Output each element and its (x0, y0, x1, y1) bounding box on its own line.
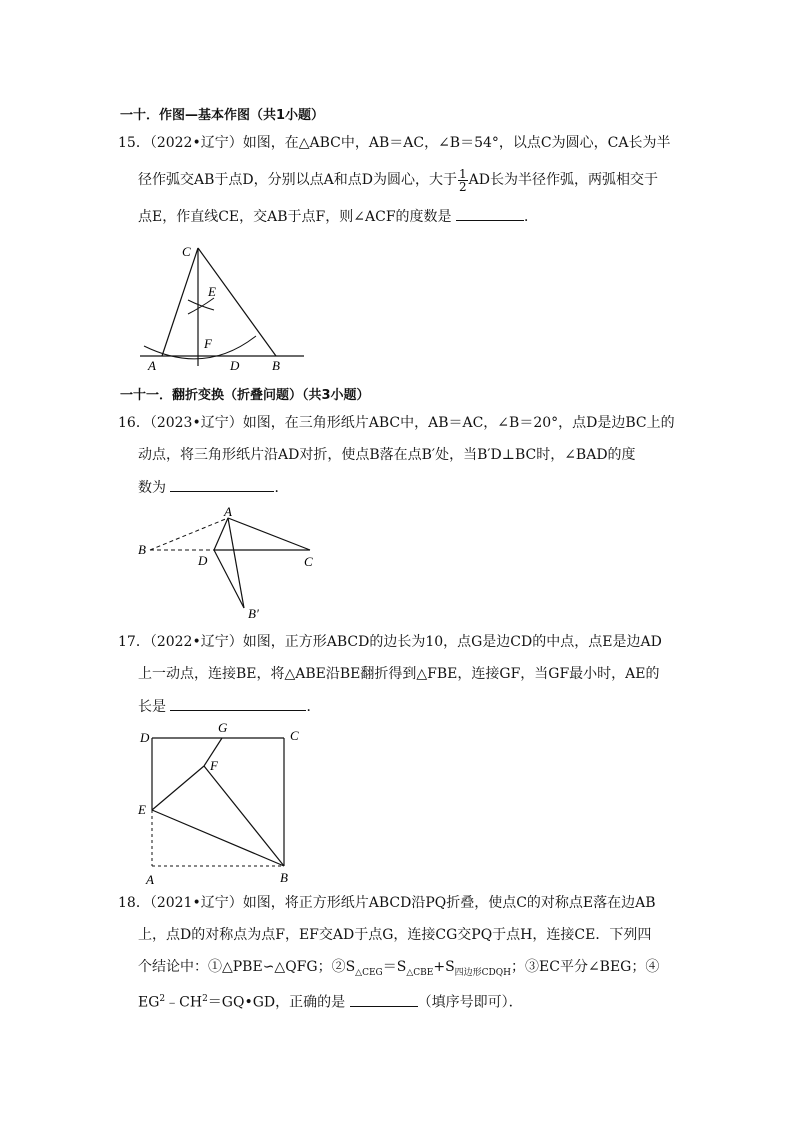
q16-text-1: 如图，在三角形纸片ABC中，AB＝AC，∠B＝20°，点D是边BC上的 (242, 415, 675, 431)
q18-source: （2021•辽宁） (149, 895, 243, 911)
q17-label-E: E (138, 802, 146, 817)
q18-text-2: 上，点D的对称点为点F，EF交AD于点G，连接CG交PQ于点H，连接CE．下列四 (138, 927, 652, 943)
q15-label-B: B (272, 358, 280, 373)
q17-line2 (138, 664, 660, 684)
q16-number: 16． (118, 415, 150, 431)
q18-sup-2: 2 (202, 994, 208, 1004)
q15-line1 (118, 133, 670, 153)
q18-text-4d: （填序号即可）． (417, 994, 523, 1011)
q15-end: ． (523, 209, 538, 225)
q15-label-F: F (204, 336, 212, 351)
q15-line2 (138, 165, 658, 195)
q15-answer-blank[interactable] (456, 206, 524, 221)
q16-label-D: D (198, 553, 208, 568)
q17-number: 17． (118, 634, 150, 650)
q17-label-G: G (218, 720, 228, 735)
q15-text-1: 如图，在△ABC中，AB＝AC，∠B＝54°，以点C为圆心，CA长为半 (242, 135, 671, 151)
q16-line1 (118, 413, 675, 433)
q17-label-B: B (280, 870, 288, 885)
q15-text-2b: AD长为半径作弧，两弧相交于 (468, 172, 658, 188)
q15-text-2a: 径作弧交AB于点D，分别以点A和点D为圆心，大于 (138, 172, 457, 188)
q18-sub-ceg: △CEG (355, 967, 383, 978)
q17-text-2: 上一动点，连接BE，将△ABE沿BE翻折得到△FBE，连接GF，当GF最小时，AE的 (138, 666, 660, 682)
q17-end: ． (306, 699, 321, 715)
q15-arc-1 (188, 300, 214, 310)
q16-source: （2023•辽宁） (149, 415, 243, 431)
q18-sub-cbe: △CBE (406, 967, 434, 978)
q17-line3 (138, 696, 320, 717)
q16-figure (134, 504, 324, 624)
q16-label-C: C (304, 554, 313, 569)
q15-label-E: E (208, 284, 216, 299)
q16-seg-AB-prime (228, 518, 244, 608)
q17-label-C: C (290, 728, 299, 743)
q16-answer-blank[interactable] (170, 477, 274, 492)
q15-label-C: C (182, 244, 191, 259)
q17-label-A: A (146, 872, 154, 887)
q15-frac-num: 1 (458, 166, 467, 181)
q15-text-3: 点E，作直线CE，交AB于点F，则∠ACF的度数是 (138, 209, 452, 225)
q16-text-2: 动点，将三角形纸片沿AD对折，使点B落在点B′处，当B′D⊥BC时，∠BAD的度 (138, 447, 636, 463)
q16-seg-DB-prime (214, 550, 244, 608)
section-title-11: 一十一．翻折变换（折叠问题）（共3小题） (120, 388, 370, 403)
q18-sub-cdqh: 四边形CDQH (454, 967, 512, 978)
q16-label-A: A (224, 504, 232, 519)
q18-text-1: 如图，将正方形纸片ABCD沿PQ折叠，使点C的对称点E落在边AB (242, 895, 656, 911)
q17-text-3: 长是 (138, 699, 166, 715)
q16-seg-AC (228, 518, 310, 550)
q18-sup-1: 2 (159, 994, 166, 1004)
q16-line2 (138, 445, 636, 465)
q18-text-4b: ﹣CH (165, 994, 203, 1011)
q18-answer-blank[interactable] (350, 992, 418, 1007)
q15-figure (130, 238, 320, 376)
q15-label-D: D (230, 358, 240, 373)
q15-label-A: A (148, 358, 156, 373)
q16-end: ． (274, 480, 289, 496)
q17-text-1: 如图，正方形ABCD的边长为10，点G是边CD的中点，点E是边AD (242, 634, 662, 650)
q18-text-4a: EG (138, 994, 160, 1011)
q18-text-3a: 个结论中：①△PBE∽△QFG；②S (138, 959, 356, 975)
q15-number: 15． (118, 135, 150, 151)
section-title-10: 一十．作图—基本作图（共1小题） (120, 108, 325, 123)
q17-source: （2022•辽宁） (149, 634, 243, 650)
q18-text-4c: ＝GQ•GD，正确的是 (207, 994, 346, 1011)
q17-seg-FB (204, 766, 284, 866)
q18-line2 (138, 925, 651, 945)
q17-label-D: D (140, 730, 150, 745)
q18-line4 (138, 989, 523, 1013)
q17-label-F: F (210, 758, 218, 773)
q17-seg-EF (152, 766, 204, 810)
q17-line1 (118, 632, 662, 652)
q16-label-B-prime: B′ (248, 606, 259, 621)
q15-line3 (138, 206, 538, 227)
q17-figure (136, 716, 306, 888)
q16-text-3: 数为 (138, 480, 166, 496)
q16-label-B: B (138, 542, 146, 557)
q18-line1 (118, 893, 656, 913)
q18-text-3d: ；③EC平分∠BEG；④ (511, 959, 660, 975)
q18-text-3c: +S (433, 959, 455, 975)
q17-seg-EB (152, 810, 284, 866)
q15-source: （2022•辽宁） (149, 135, 243, 151)
q17-answer-blank[interactable] (170, 696, 306, 711)
q18-line3 (138, 957, 659, 983)
q15-frac-den: 2 (458, 179, 467, 194)
q15-fraction (458, 168, 468, 193)
q16-line3 (138, 477, 288, 498)
q18-text-3b: ＝S (382, 959, 407, 975)
q18-number: 18． (118, 895, 150, 911)
